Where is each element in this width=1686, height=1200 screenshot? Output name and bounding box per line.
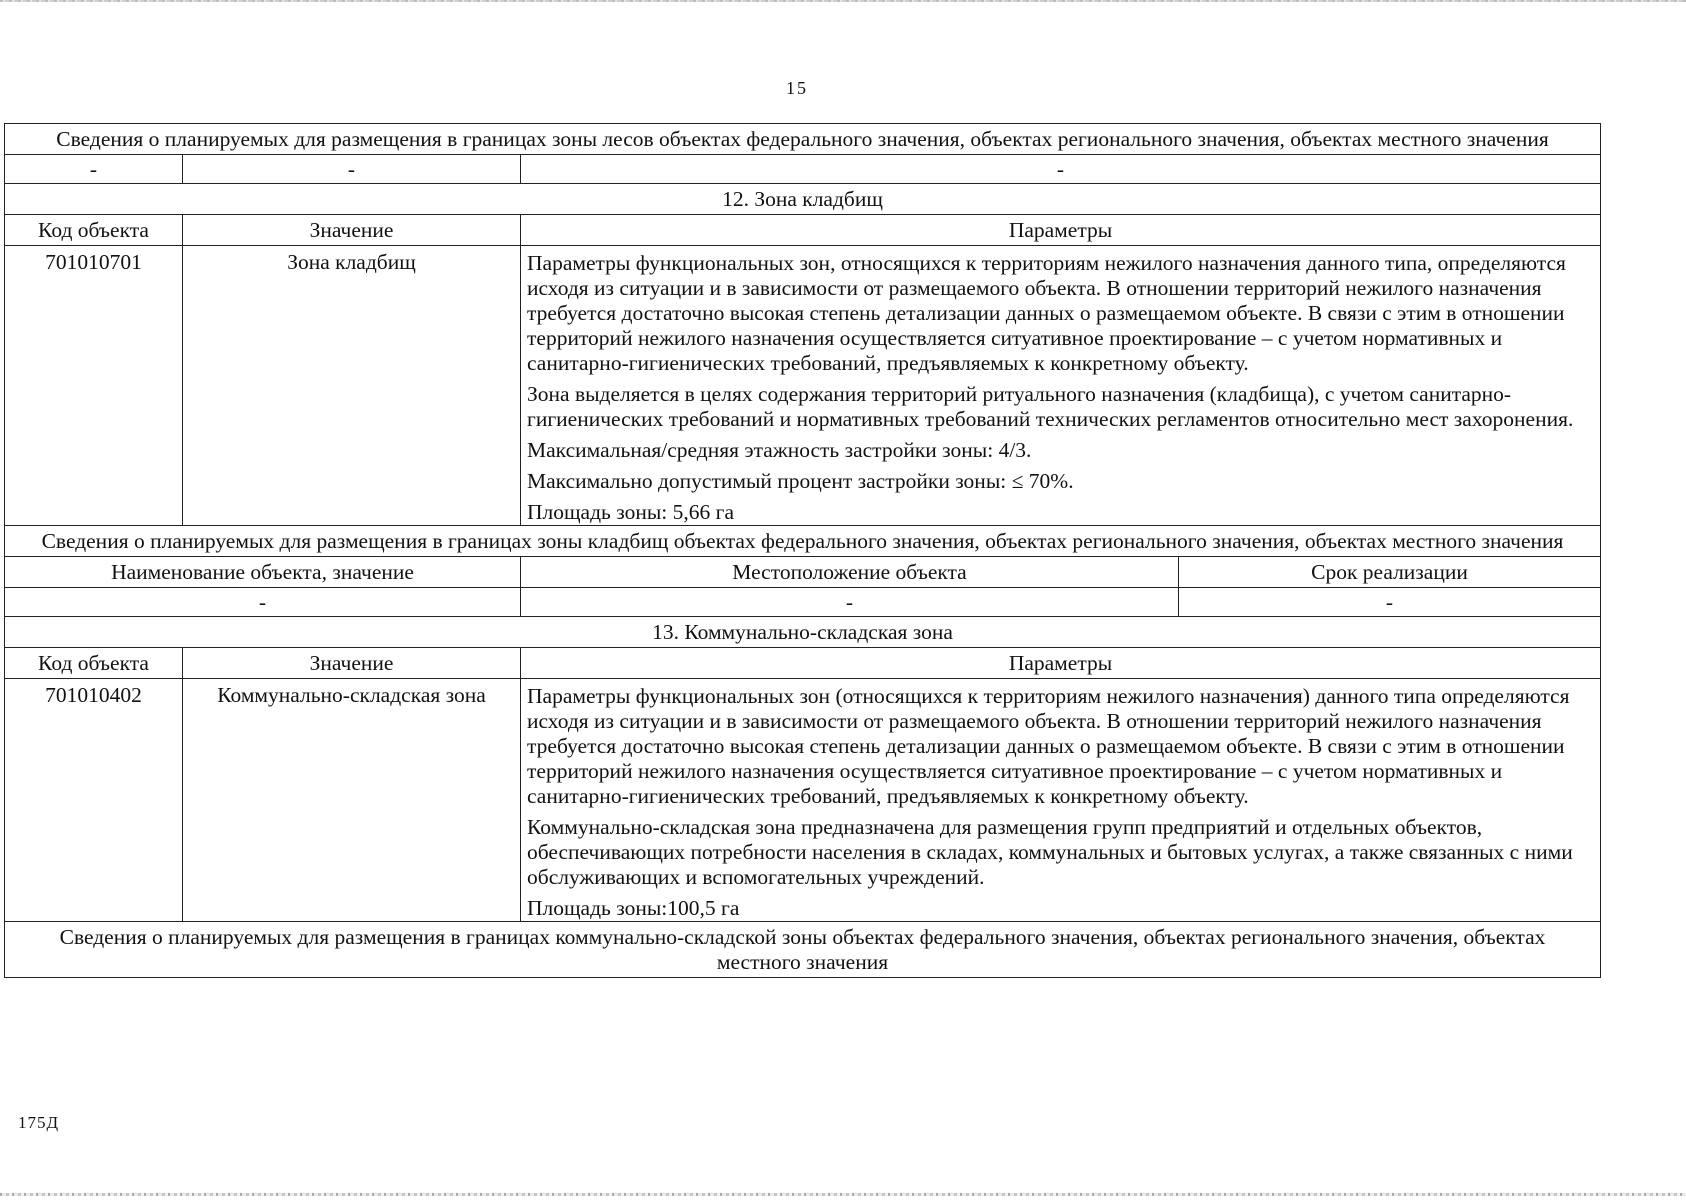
forest-zone-dash-cell: - [183,155,521,184]
object-code: 701010701 [5,246,183,526]
cemetery-zone-info-header: Сведения о планируемых для размещения в границах зоны кладбищ объектах федерального значения, объектах регионального значения, объектах местного значения [5,526,1601,557]
object-params [521,246,1601,526]
cemetery-zone-row [5,246,1601,526]
cemetery-zone-column-header-row [5,215,1601,246]
forest-zone-dash-row [5,155,1601,184]
scan-edge-top [0,0,1686,2]
column-header-value: Значение [183,215,521,246]
cemetery-zone-info-header-row [5,526,1601,557]
column-header-params: Параметры [521,215,1601,246]
column-header-code: Код объекта [5,215,183,246]
forest-zone-dash-cell: - [5,155,183,184]
params-paragraph: Площадь зоны:100,5 га [527,896,740,920]
column-header-code: Код объекта [5,648,183,679]
forest-zone-info-header: Сведения о планируемых для размещения в границах зоны лесов объектах федерального значения, объектах регионального значения, объектах местного значения [5,124,1601,155]
params-paragraph: Зона выделяется в целях содержания территорий ритуального назначения (кладбища), с учетом санитарно-гигиенических требований и нормативных требований технических регламентов относительно мест захоронения. [527,382,1574,431]
cemetery-zone-title-row [5,184,1601,215]
params-paragraph: Максимально допустимый процент застройки зоны: ≤ 70%. [527,469,1074,493]
cemetery-zone-info-column-row [5,557,1601,588]
forest-zone-dash-cell: - [521,155,1601,184]
object-code: 701010402 [5,679,183,922]
cemetery-zone-dash-cell: - [521,588,1179,617]
cemetery-zone-dash-cell: - [1179,588,1601,617]
cemetery-zone-dash-row [5,588,1601,617]
page-number: 15 [786,78,808,98]
column-header-value: Значение [183,648,521,679]
zones-table [4,123,1601,978]
forest-zone-info-header-row [5,124,1601,155]
params-paragraph: Параметры функциональных зон (относящихся к территориям нежилого назначения) данного типа определяются исходя из ситуации и в зависимости от размещаемого объекта. В отношении территорий нежилого назначения требуется достаточно высокая степень детализации данных о размещаемом объекте. В связи с этим в отношении территорий нежилого назначения осуществляется ситуативное проектирование – с учетом нормативных и санитарно-гигиенических требований, предъявляемых к конкретному объекту. [527,684,1570,808]
params-paragraph: Параметры функциональных зон, относящихся к территориям нежилого назначения данного типа, определяются исходя из ситуации и в зависимости от размещаемого объекта. В отношении территорий нежилого назначения требуется достаточно высокая степень детализации данных о размещаемом объекте. В связи с этим в отношении территорий нежилого назначения осуществляется ситуативное проектирование – с учетом нормативных и санитарно-гигиенических требований, предъявляемых к конкретному объекту. [527,251,1566,375]
communal-zone-title-row [5,617,1601,648]
column-header-params: Параметры [521,648,1601,679]
communal-zone-title: 13. Коммунально-складская зона [5,617,1601,648]
column-header-object-name: Наименование объекта, значение [5,557,521,588]
object-params [521,679,1601,922]
params-paragraph: Площадь зоны: 5,66 га [527,500,735,524]
column-header-location: Местоположение объекта [521,557,1179,588]
cemetery-zone-dash-cell: - [5,588,521,617]
object-value: Коммунально-складская зона [183,679,521,922]
column-header-deadline: Срок реализации [1179,557,1601,588]
communal-zone-info-header-row [5,922,1601,978]
scan-edge-bottom [0,1193,1686,1196]
communal-zone-info-header: Сведения о планируемых для размещения в границах коммунально-складской зоны объектах федерального значения, объектах регионального значения, объектах местного значения [5,922,1601,978]
cemetery-zone-title: 12. Зона кладбищ [5,184,1601,215]
params-paragraph: Коммунально-складская зона предназначена для размещения групп предприятий и отдельных объектов, обеспечивающих потребности населения в складах, коммунальных и бытовых услугах, а также связанных с ними обслуживающих и вспомогательных учреждений. [527,815,1573,889]
communal-zone-column-header-row [5,648,1601,679]
communal-zone-row [5,679,1601,922]
object-value: Зона кладбищ [183,246,521,526]
params-paragraph: Максимальная/средняя этажность застройки зоны: 4/3. [527,438,1032,462]
document-footer-code: 175Д [18,1113,60,1132]
